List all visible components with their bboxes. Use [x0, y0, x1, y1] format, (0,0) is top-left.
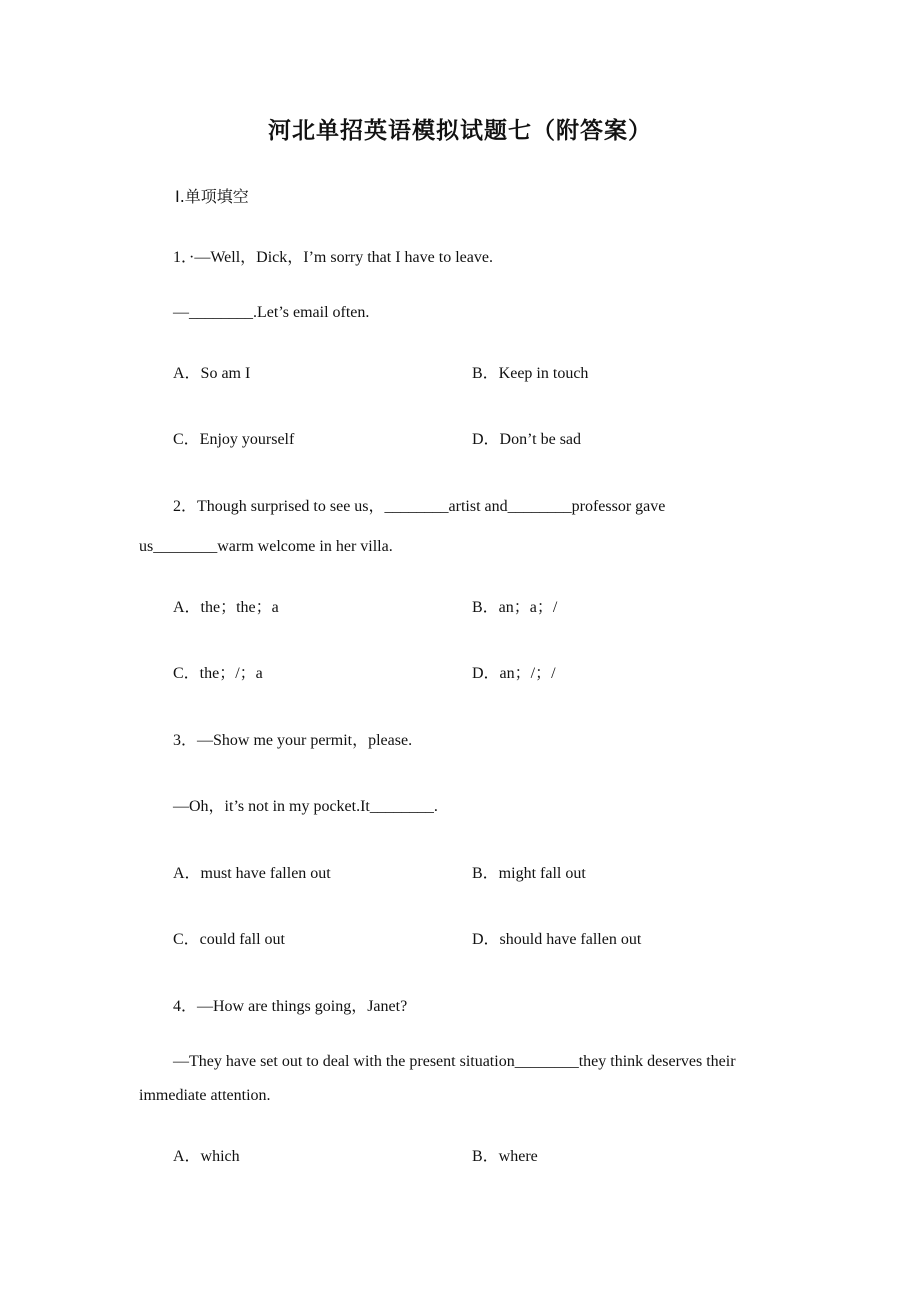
question-2-stem-continued: us________warm welcome in her villa.	[139, 538, 393, 555]
question-3-option-d: D．should have fallen out	[472, 931, 642, 948]
question-3-option-c: C．could fall out	[173, 931, 285, 948]
question-2-option-d: D．an；/；/	[472, 665, 556, 682]
question-2-option-a: A．the；the；a	[173, 599, 279, 616]
question-2-option-b: B．an；a；/	[472, 599, 558, 616]
question-1-option-a: A．So am I	[173, 365, 251, 382]
question-4-option-a: A．which	[173, 1148, 240, 1165]
question-1-option-c: C．Enjoy yourself	[173, 431, 295, 448]
question-1-option-d: D．Don’t be sad	[472, 431, 582, 448]
page-title: 河北单招英语模拟试题七（附答案）	[268, 118, 652, 144]
question-3-option-b: B．might fall out	[472, 865, 586, 882]
question-1-option-b: B．Keep in touch	[472, 365, 589, 382]
question-3-option-a: A．must have fallen out	[173, 865, 331, 882]
question-2-stem: 2．Though surprised to see us，________artist and________professor gave	[173, 498, 666, 515]
question-2-option-c: C．the；/；a	[173, 665, 263, 682]
question-3-stem: 3．—Show me your permit，please.	[173, 732, 413, 749]
question-3-reply: —Oh，it’s not in my pocket.It________.	[173, 798, 438, 815]
question-4-reply: —They have set out to deal with the present situation________they think deserves their	[173, 1053, 736, 1070]
question-4-stem: 4．—How are things going，Janet?	[173, 998, 408, 1015]
question-1-reply: —________.Let’s email often.	[173, 304, 370, 321]
question-4-reply-continued: immediate attention.	[139, 1087, 271, 1104]
question-4-option-b: B．where	[472, 1148, 538, 1165]
section-heading: Ⅰ.单项填空	[175, 187, 249, 206]
question-1-stem: 1．·—Well，Dick，I’m sorry that I have to leave.	[173, 249, 493, 266]
